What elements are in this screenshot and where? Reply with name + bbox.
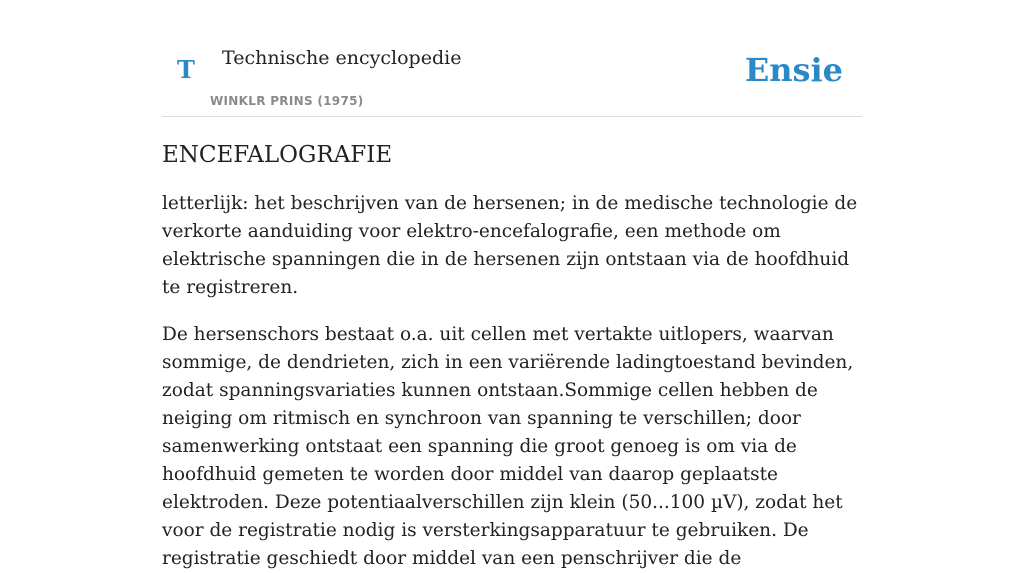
article-paragraph: letterlijk: het beschrijven van de hersenen; in de medische technologie de verkorte aanduiding voor elektro-encefalografie, een methode om elektrische spanningen die in de hersenen zijn ontstaan via de hoofdhuid te registreren. bbox=[162, 193, 858, 298]
site-header bbox=[162, 0, 862, 117]
book-source-label: WINKLR PRINS (1975) bbox=[210, 94, 364, 108]
brand-logo[interactable]: Ensie bbox=[744, 51, 843, 89]
article-content bbox=[162, 138, 862, 573]
article-paragraph: De hersenschors bestaat o.a. uit cellen met vertakte uitlopers, waarvan sommige, de dendrieten, zich in een variërende ladingtoestand bevinden, zodat spanningsvariaties kunnen ontstaan.Sommige cellen hebben de neiging om ritmisch en synchroon van spanning te verschillen; door samenwerking ontstaat een spanning die groot genoeg is om via de hoofdhuid gemeten te worden door middel van daarop geplaatste elektroden. Deze potentiaalverschillen zijn klein (50...100 µV), zodat het voor de registratie nodig is versterkingsapparatuur te gebruiken. De registratie geschiedt door middel van een penschrijver die de bbox=[162, 324, 854, 569]
book-logo[interactable]: T bbox=[177, 55, 195, 84]
entry-title: ENCEFALOGRAFIE bbox=[162, 142, 393, 168]
book-title-link[interactable]: Technische encyclopedie bbox=[222, 47, 462, 69]
